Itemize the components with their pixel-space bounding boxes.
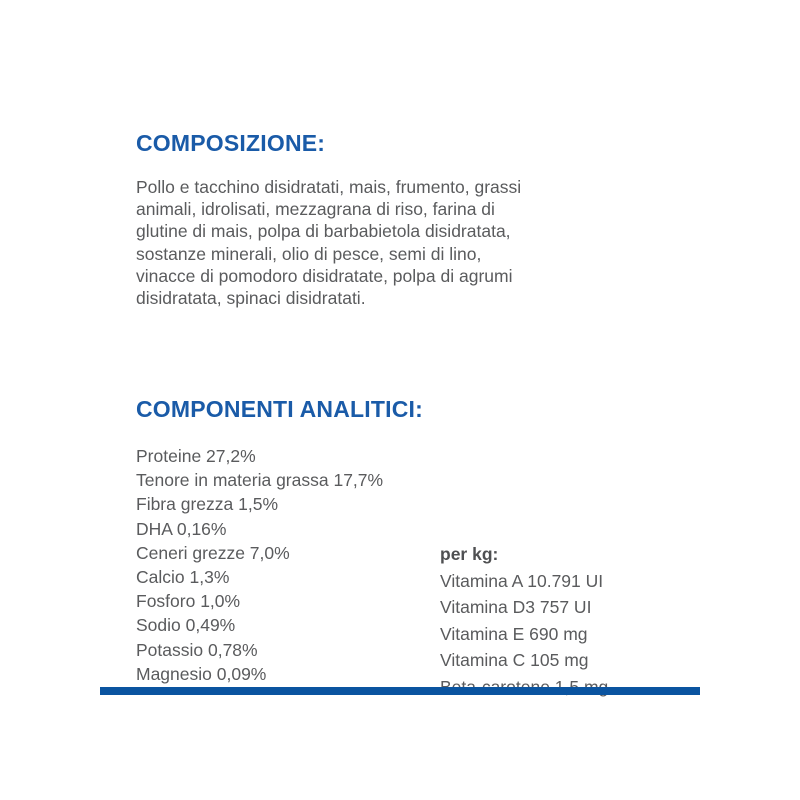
nutrient-item: Tenore in materia grassa 17,7% [136, 470, 384, 491]
nutrient-item: Fosforo 1,0% [136, 591, 241, 612]
vitamin-item: Vitamina C 105 mg [440, 650, 589, 670]
analytical-components-section [136, 396, 696, 706]
analytical-components-heading: COMPONENTI ANALITICI: [136, 396, 423, 422]
nutrient-item: DHA 0,16% [136, 518, 227, 539]
per-kg-label: per kg: [440, 544, 499, 564]
vitamin-item: Vitamina A 10.791 UI [440, 570, 604, 591]
composition-heading: COMPOSIZIONE: [136, 130, 326, 156]
vitamin-item: Vitamina E 690 mg [440, 623, 588, 644]
composition-section [136, 130, 681, 309]
composition-ingredients-text [136, 156, 681, 309]
nutrient-item: Magnesio 0,09% [136, 663, 267, 684]
nutrient-item: Ceneri grezze 7,0% [136, 542, 290, 563]
nutrient-item: Calcio 1,3% [136, 567, 230, 588]
bottom-accent-rule [100, 687, 700, 695]
nutrient-item: Sodio 0,49% [136, 615, 236, 636]
vitamin-list [440, 541, 690, 700]
nutrient-item: Fibra grezza 1,5% [136, 494, 279, 515]
composition-line: Pollo e tacchino disidratati, mais, frumento, grassi [136, 177, 522, 197]
nutrient-item: Proteine 27,2% [136, 446, 256, 466]
composition-line: disidratata, spinaci disidratati. [136, 288, 366, 309]
composition-line: animali, idrolisati, mezzagrana di riso, farina di [136, 199, 495, 220]
composition-line: glutine di mais, polpa di barbabietola disidratata, [136, 221, 511, 242]
vitamin-item: Vitamina D3 757 UI [440, 597, 592, 617]
analytical-columns [136, 422, 696, 706]
nutrient-list [136, 444, 436, 686]
nutrient-item: Potassio 0,78% [136, 639, 258, 660]
composition-line: vinacce di pomodoro disidratate, polpa di agrumi [136, 265, 513, 286]
composition-line: sostanze minerali, olio di pesce, semi di lino, [136, 243, 482, 264]
